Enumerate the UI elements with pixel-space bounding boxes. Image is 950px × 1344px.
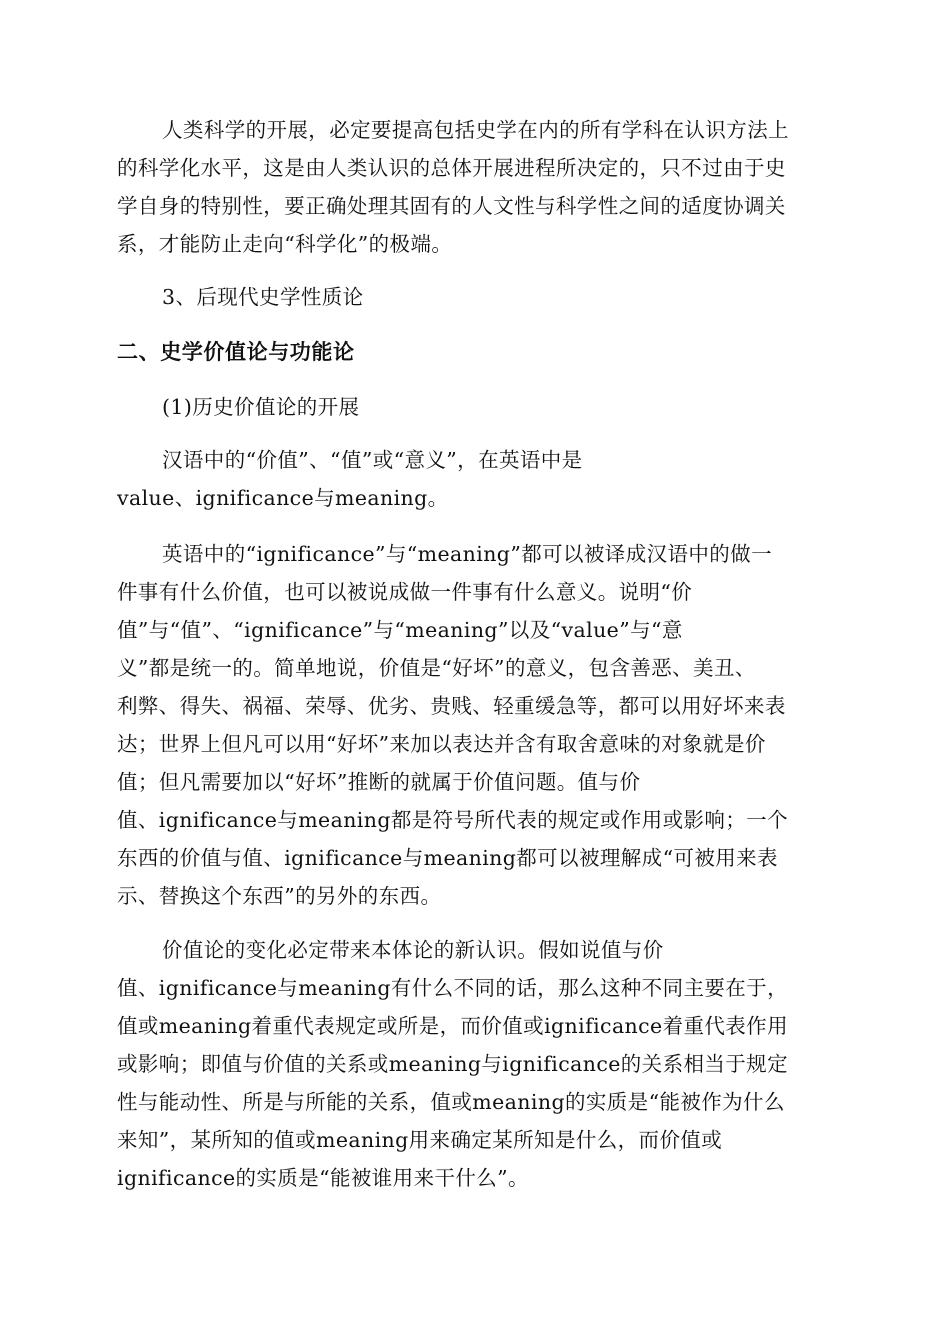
text-line: 值；但凡需要加以“好坏”推断的就属于价值问题。值与价 (117, 770, 641, 794)
text-line: 值”与“值”、“ignificance”与“meaning”以及“value”与“意 (117, 618, 683, 642)
text-line: 东西的价值与值、ignificance与meaning都可以被理解成“可被用来表 (117, 846, 778, 870)
section-heading-2 (117, 333, 837, 371)
text-line: 达；世界上但凡可以用“好坏”来加以表达并含有取舍意味的对象就是价 (117, 732, 766, 756)
text-line: 系，才能防止走向“科学化”的极端。 (117, 232, 453, 256)
text-line: 性与能动性、所是与所能的关系，值或meaning的实质是“能被作为什么 (117, 1090, 785, 1114)
paragraph-2 (117, 441, 837, 517)
text-line: 人类科学的开展，必定要提高包括史学在内的所有学科在认识方法上 (162, 118, 789, 142)
paragraph-1 (117, 111, 837, 263)
text-line: 或影响；即值与价值的关系或meaning与ignificance的关系相当于规定 (117, 1052, 788, 1076)
text-line: 件事有什么价值，也可以被说成做一件事有什么意义。说明“价 (117, 580, 693, 604)
subheading-value-theory (117, 388, 837, 426)
text-line: 值或meaning着重代表规定或所是，而价值或ignificance着重代表作用 (117, 1014, 788, 1038)
text-line: 来知”，某所知的值或meaning用来确定某所知是什么，而价值或 (117, 1128, 723, 1152)
text-line: 示、替换这个东西”的另外的东西。 (117, 884, 442, 908)
text-line: 英语中的“ignificance”与“meaning”都可以被译成汉语中的做一 (162, 542, 772, 566)
subheading-postmodern (117, 278, 837, 316)
text-line: 值、ignificance与meaning有什么不同的话，那么这种不同主要在于， (117, 976, 788, 1000)
subheading-text: 3、后现代史学性质论 (162, 285, 364, 309)
text-line: 汉语中的“价值”、“值”或“意义”，在英语中是 (162, 448, 583, 472)
text-line: 值、ignificance与meaning都是符号所代表的规定或作用或影响；一个 (117, 808, 788, 832)
text-line: 利弊、得失、祸福、荣辱、优劣、贵贱、轻重缓急等，都可以用好坏来表 (117, 694, 786, 718)
subheading-text: (1)历史价值论的开展 (162, 395, 360, 419)
text-line: value、ignificance与meaning。 (117, 486, 449, 510)
text-line: 的科学化水平，这是由人类认识的总体开展进程所决定的，只不过由于史 (117, 156, 786, 180)
text-line: ignificance的实质是“能被谁用来干什么”。 (117, 1166, 529, 1190)
paragraph-3 (117, 535, 837, 915)
paragraph-4 (117, 931, 837, 1197)
text-line: 价值论的变化必定带来本体论的新认识。假如说值与价 (162, 938, 664, 962)
section-heading-text: 二、史学价值论与功能论 (117, 339, 355, 364)
text-line: 学自身的特别性，要正确处理其固有的人文性与科学性之间的适度协调关 (117, 194, 786, 218)
text-line: 义”都是统一的。简单地说，价值是“好坏”的意义，包含善恶、美丑、 (117, 656, 756, 680)
